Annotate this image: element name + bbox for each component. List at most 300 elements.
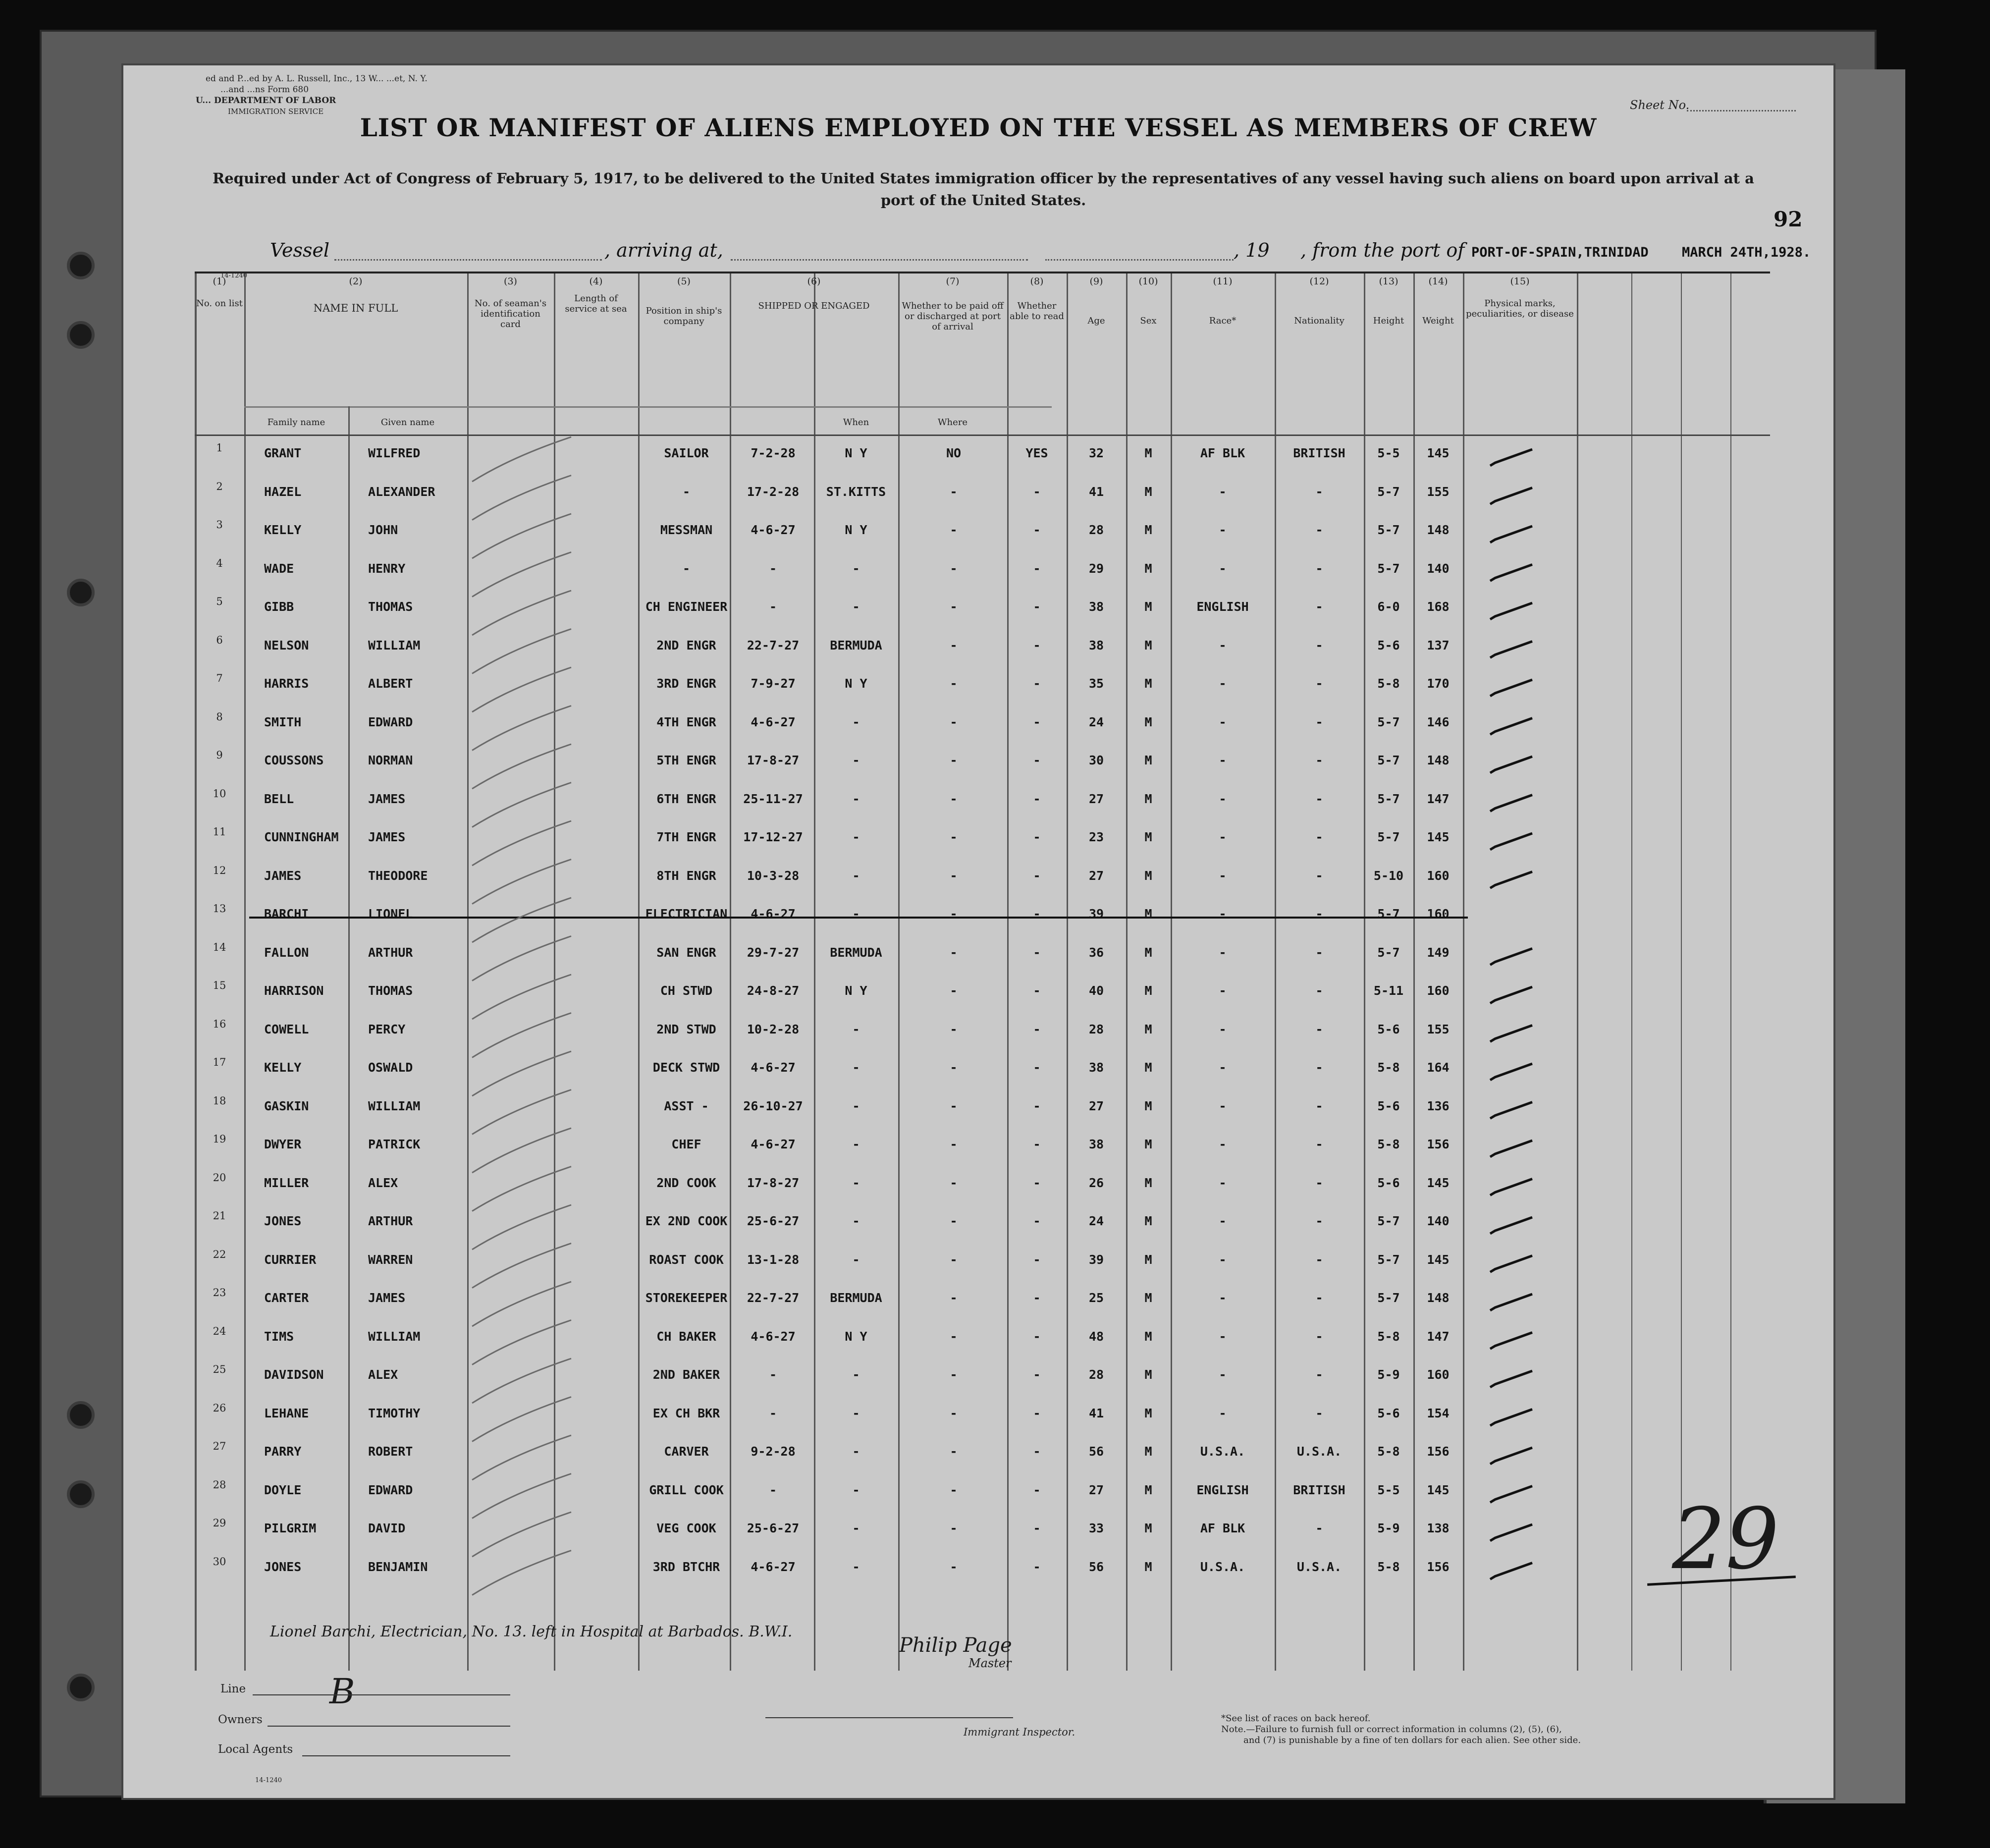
header-given-name: Given name	[380, 417, 435, 428]
cell-given: PERCY	[368, 1022, 406, 1036]
row-number: 29	[213, 1517, 226, 1529]
cell-given: WILLIAM	[368, 638, 421, 652]
cell-weight: 160	[1427, 868, 1450, 883]
cell-read: -	[1033, 1022, 1041, 1036]
cell-where: -	[852, 1559, 860, 1574]
col-num: (8)	[1030, 276, 1044, 287]
col-num: (6)	[807, 276, 821, 287]
row-number: 23	[213, 1287, 226, 1299]
cell-sex: M	[1144, 1329, 1152, 1344]
row-number: 25	[213, 1363, 226, 1375]
cell-position: 8TH ENGR	[656, 868, 716, 883]
cell-when: 4-6-27	[751, 1137, 796, 1151]
cell-family: COWELL	[264, 1022, 309, 1036]
cell-read: -	[1033, 1482, 1041, 1497]
cell-when: 4-6-27	[751, 1329, 796, 1344]
arrival-date-value: MARCH 24TH,1928.	[1682, 245, 1811, 260]
cell-read: -	[1033, 907, 1041, 921]
cell-paid: -	[950, 599, 958, 614]
cell-age: 23	[1088, 830, 1104, 844]
crew-count: 29	[1672, 1490, 1779, 1588]
cell-read: -	[1033, 791, 1041, 806]
seaman-id-check-stroke	[472, 1051, 571, 1096]
cell-sex: M	[1144, 714, 1152, 729]
department-line: U... DEPARTMENT OF LABOR	[196, 96, 336, 106]
cell-paid: -	[950, 945, 958, 960]
seaman-id-check-stroke	[472, 1128, 571, 1173]
cell-family: GRANT	[264, 446, 302, 460]
cell-given: ARTHUR	[368, 945, 413, 960]
header-when: When	[843, 417, 869, 428]
cell-where: -	[852, 830, 860, 844]
cell-family: KELLY	[264, 523, 302, 537]
cell-given: BENJAMIN	[368, 1559, 428, 1574]
cell-where: -	[852, 868, 860, 883]
cell-age: 24	[1088, 1214, 1104, 1228]
physical-check-mark	[1490, 642, 1532, 658]
header-shipped-engaged: SHIPPED OR ENGAGED	[758, 301, 870, 311]
cell-race: -	[1219, 1291, 1227, 1305]
cell-paid: -	[950, 1559, 958, 1574]
header-seaman-id: No. of seaman's identification card	[474, 298, 547, 329]
cell-age: 27	[1088, 791, 1104, 806]
row-number: 27	[213, 1440, 226, 1452]
cell-nat: -	[1315, 1098, 1323, 1113]
cell-position: DECK STWD	[652, 1060, 720, 1075]
cell-when: 29-7-27	[747, 945, 800, 960]
physical-check-mark	[1490, 718, 1532, 735]
physical-check-mark	[1490, 1141, 1532, 1157]
line-field	[253, 1694, 510, 1695]
physical-check-mark	[1490, 449, 1532, 466]
cell-when: 10-2-28	[747, 1022, 800, 1036]
cell-given: ALEXANDER	[368, 484, 435, 499]
cell-nat: -	[1315, 1060, 1323, 1075]
cell-when: 17-12-27	[743, 830, 803, 844]
cell-given: NORMAN	[368, 753, 413, 767]
cell-nat: -	[1315, 599, 1323, 614]
cell-race: -	[1219, 1175, 1227, 1190]
cell-height: 5-8	[1377, 1444, 1400, 1459]
cell-sex: M	[1144, 1022, 1152, 1036]
header-height: Height	[1373, 316, 1404, 326]
cell-when: 26-10-27	[743, 1098, 803, 1113]
cell-age: 26	[1088, 1175, 1104, 1190]
cell-sex: M	[1144, 1291, 1152, 1305]
cell-sex: M	[1144, 1175, 1152, 1190]
cell-weight: 145	[1427, 1482, 1450, 1497]
cell-weight: 136	[1427, 1098, 1450, 1113]
cell-given: OSWALD	[368, 1060, 413, 1075]
cell-race: -	[1219, 1060, 1227, 1075]
cell-height: 5-10	[1373, 868, 1404, 883]
cell-sex: M	[1144, 446, 1152, 460]
seaman-id-check-stroke	[472, 975, 571, 1019]
row-number: 16	[213, 1018, 226, 1030]
cell-where: -	[852, 753, 860, 767]
cell-nat: BRITISH	[1293, 446, 1345, 460]
cell-age: 35	[1088, 676, 1104, 691]
cell-where: N Y	[845, 523, 867, 537]
cell-sex: M	[1144, 1137, 1152, 1151]
physical-check-mark	[1490, 1371, 1532, 1387]
cell-nat: -	[1315, 1367, 1323, 1382]
cell-family: JAMES	[264, 868, 302, 883]
cell-paid: -	[950, 676, 958, 691]
row-number: 2	[216, 480, 223, 492]
manifest-page	[121, 63, 1835, 1800]
cell-where: BERMUDA	[830, 1291, 882, 1305]
cell-read: -	[1033, 868, 1041, 883]
cell-weight: 148	[1427, 523, 1450, 537]
seaman-id-check-stroke	[472, 1435, 571, 1480]
cell-given: DAVID	[368, 1521, 406, 1535]
header-position: Position in ship's company	[645, 306, 722, 326]
row-number: 21	[213, 1210, 226, 1222]
cell-where: -	[852, 1214, 860, 1228]
cell-when: 24-8-27	[747, 983, 800, 998]
header-paid-off: Whether to be paid off or discharged at port of arrival	[902, 301, 1004, 332]
cell-position: -	[682, 484, 691, 499]
cell-height: 5-7	[1377, 714, 1400, 729]
physical-check-mark	[1490, 833, 1532, 850]
cell-given: HENRY	[368, 561, 406, 576]
physical-check-mark	[1490, 603, 1532, 619]
cell-family: SMITH	[264, 714, 302, 729]
cell-given: THOMAS	[368, 983, 413, 998]
cell-where: -	[852, 1098, 860, 1113]
cell-age: 56	[1088, 1444, 1104, 1459]
cell-read: -	[1033, 945, 1041, 960]
seaman-id-check-stroke	[472, 936, 571, 981]
cell-family: WADE	[264, 561, 294, 576]
cell-nat: -	[1315, 1022, 1323, 1036]
header-where: Where	[937, 417, 968, 428]
cell-paid: -	[950, 791, 958, 806]
cell-given: LIONEL	[368, 907, 413, 921]
physical-check-mark	[1490, 1563, 1532, 1579]
cell-paid: -	[950, 1214, 958, 1228]
cell-sex: M	[1144, 1521, 1152, 1535]
cell-where: -	[852, 714, 860, 729]
cell-position: 3RD BTCHR	[652, 1559, 720, 1574]
inspector-signature-line	[765, 1717, 1013, 1718]
form-code: 14-1240	[220, 272, 248, 279]
col-num: (14)	[1428, 276, 1448, 287]
cell-position: MESSMAN	[660, 523, 713, 537]
line-label: Line	[220, 1683, 246, 1695]
cell-read: -	[1033, 599, 1041, 614]
seaman-id-check-stroke	[472, 514, 571, 558]
cell-family: BARCHI	[264, 907, 309, 921]
cell-when: 7-9-27	[751, 676, 796, 691]
col-num: (9)	[1089, 276, 1103, 287]
row-number: 12	[213, 864, 226, 876]
races-note: *See list of races on back hereof.	[1221, 1713, 1371, 1724]
cell-position: EX 2ND COOK	[645, 1214, 728, 1228]
cell-position: CH STWD	[660, 983, 713, 998]
cell-where: N Y	[845, 1329, 867, 1344]
cell-paid: -	[950, 1406, 958, 1420]
physical-check-mark	[1490, 949, 1532, 965]
cell-position: 2ND BAKER	[652, 1367, 720, 1382]
cell-age: 41	[1088, 484, 1104, 499]
cell-read: -	[1033, 1060, 1041, 1075]
cell-weight: 148	[1427, 753, 1450, 767]
cell-position: CH BAKER	[656, 1329, 716, 1344]
printer-line: ed and P...ed by A. L. Russell, Inc., 13 W... ...et, N. Y.	[206, 74, 428, 84]
cell-race: -	[1219, 945, 1227, 960]
cell-read: -	[1033, 1444, 1041, 1459]
cell-when: 17-2-28	[747, 484, 800, 499]
cell-sex: M	[1144, 599, 1152, 614]
cell-paid: -	[950, 1098, 958, 1113]
binder-hole	[67, 1674, 95, 1701]
cell-when: -	[769, 561, 777, 576]
cell-position: 4TH ENGR	[656, 714, 716, 729]
cell-position: 2ND ENGR	[656, 638, 716, 652]
cell-where: -	[852, 1406, 860, 1420]
cell-nat: -	[1315, 868, 1323, 883]
cell-family: DWYER	[264, 1137, 302, 1151]
physical-check-mark	[1490, 1217, 1532, 1234]
cell-race: -	[1219, 1329, 1227, 1344]
cell-height: 5-7	[1377, 1214, 1400, 1228]
cell-height: 5-8	[1377, 1060, 1400, 1075]
cell-where: -	[852, 1137, 860, 1151]
col-num: (7)	[946, 276, 960, 287]
cell-paid: -	[950, 1022, 958, 1036]
cell-when: -	[769, 1406, 777, 1420]
cell-sex: M	[1144, 753, 1152, 767]
seaman-id-check-stroke	[472, 1167, 571, 1211]
cell-height: 5-9	[1377, 1521, 1400, 1535]
cell-family: JONES	[264, 1214, 302, 1228]
cell-paid: -	[950, 1444, 958, 1459]
cell-position: 6TH ENGR	[656, 791, 716, 806]
cell-race: -	[1219, 868, 1227, 883]
cell-read: -	[1033, 1559, 1041, 1574]
cell-race: ENGLISH	[1196, 599, 1249, 614]
cell-weight: 168	[1427, 599, 1450, 614]
cell-weight: 155	[1427, 484, 1450, 499]
cell-given: ALEX	[368, 1367, 398, 1382]
cell-paid: -	[950, 484, 958, 499]
date-field	[1045, 259, 1234, 261]
cell-given: WILFRED	[368, 446, 421, 460]
cell-weight: 160	[1427, 983, 1450, 998]
cell-sex: M	[1144, 983, 1152, 998]
cell-read: -	[1033, 523, 1041, 537]
cell-weight: 146	[1427, 714, 1450, 729]
header-nationality: Nationality	[1294, 316, 1345, 326]
master-title: Master	[968, 1656, 1012, 1670]
cell-race: -	[1219, 1137, 1227, 1151]
seaman-id-check-stroke	[472, 667, 571, 712]
cell-sex: M	[1144, 1367, 1152, 1382]
cell-sex: M	[1144, 638, 1152, 652]
vessel-label: Vessel	[270, 239, 330, 261]
row-number: 6	[216, 634, 223, 646]
cell-age: 27	[1088, 1098, 1104, 1113]
cell-sex: M	[1144, 907, 1152, 921]
cell-age: 38	[1088, 599, 1104, 614]
service-line: IMMIGRATION SERVICE	[228, 107, 324, 116]
cell-paid: -	[950, 830, 958, 844]
cell-position: GRILL COOK	[649, 1482, 724, 1497]
cell-when: 17-8-27	[747, 1175, 800, 1190]
cell-sex: M	[1144, 1098, 1152, 1113]
year-label: , 19	[1234, 239, 1270, 261]
row-number: 22	[213, 1248, 226, 1260]
cell-where: -	[852, 1482, 860, 1497]
seaman-id-check-stroke	[472, 898, 571, 942]
physical-check-mark	[1490, 488, 1532, 504]
row-number: 7	[216, 672, 223, 684]
cell-race: -	[1219, 753, 1227, 767]
cell-family: BELL	[264, 791, 294, 806]
cell-weight: 147	[1427, 791, 1450, 806]
cell-position: CH ENGINEER	[645, 599, 728, 614]
seaman-id-check-stroke	[472, 744, 571, 789]
cell-height: 5-11	[1373, 983, 1404, 998]
cell-read: -	[1033, 1406, 1041, 1420]
cell-read: -	[1033, 830, 1041, 844]
physical-check-mark	[1490, 872, 1532, 888]
row-number: 1	[216, 442, 223, 454]
cell-where: -	[852, 561, 860, 576]
cell-given: WILLIAM	[368, 1098, 421, 1113]
cell-given: WILLIAM	[368, 1329, 421, 1344]
col-num: (11)	[1213, 276, 1233, 287]
col-num: (5)	[677, 276, 691, 287]
cell-read: -	[1033, 1098, 1041, 1113]
cell-where: -	[852, 1060, 860, 1075]
header-no-on-list: No. on list	[196, 298, 243, 309]
cell-age: 25	[1088, 1291, 1104, 1305]
cell-race: -	[1219, 1367, 1227, 1382]
cell-height: 5-7	[1377, 1291, 1400, 1305]
physical-check-mark	[1490, 565, 1532, 581]
cell-race: U.S.A.	[1200, 1559, 1245, 1574]
cell-age: 36	[1088, 945, 1104, 960]
cell-nat: -	[1315, 676, 1323, 691]
seaman-id-check-stroke	[472, 1397, 571, 1442]
physical-check-mark	[1490, 1333, 1532, 1349]
cell-where: ST.KITTS	[826, 484, 886, 499]
cell-when: 25-6-27	[747, 1521, 800, 1535]
cell-paid: -	[950, 1291, 958, 1305]
cell-age: 38	[1088, 1137, 1104, 1151]
binder-hole	[67, 1401, 95, 1429]
row-number: 3	[216, 519, 223, 531]
cell-given: THOMAS	[368, 599, 413, 614]
cell-sex: M	[1144, 945, 1152, 960]
cell-race: -	[1219, 791, 1227, 806]
cell-race: -	[1219, 484, 1227, 499]
cell-family: PILGRIM	[264, 1521, 317, 1535]
binder-hole	[67, 1480, 95, 1508]
cell-given: ALEX	[368, 1175, 398, 1190]
cell-family: GIBB	[264, 599, 294, 614]
seaman-id-check-stroke	[472, 437, 571, 482]
cell-sex: M	[1144, 791, 1152, 806]
cell-race: -	[1219, 1252, 1227, 1267]
seaman-id-check-stroke	[472, 1320, 571, 1365]
cell-when: 4-6-27	[751, 1060, 796, 1075]
cell-family: COUSSONS	[264, 753, 324, 767]
row-number: 4	[216, 557, 223, 569]
cell-where: -	[852, 1252, 860, 1267]
physical-check-mark	[1490, 526, 1532, 543]
cell-height: 6-0	[1377, 599, 1400, 614]
cell-race: -	[1219, 983, 1227, 998]
cell-height: 5-6	[1377, 1175, 1400, 1190]
cell-read: -	[1033, 1521, 1041, 1535]
cell-sex: M	[1144, 1214, 1152, 1228]
cell-position: CARVER	[664, 1444, 709, 1459]
cell-height: 5-6	[1377, 638, 1400, 652]
seaman-id-check-stroke	[472, 1551, 571, 1595]
cell-race: -	[1219, 1098, 1227, 1113]
cell-when: -	[769, 599, 777, 614]
cell-age: 56	[1088, 1559, 1104, 1574]
cell-weight: 145	[1427, 1252, 1450, 1267]
cell-race: -	[1219, 638, 1227, 652]
cell-position: SAN ENGR	[656, 945, 716, 960]
physical-check-mark	[1490, 1026, 1532, 1042]
cell-nat: -	[1315, 484, 1323, 499]
cell-read: -	[1033, 714, 1041, 729]
cell-nat: -	[1315, 753, 1323, 767]
agent-mark: B	[329, 1671, 355, 1712]
cell-race: -	[1219, 907, 1227, 921]
cell-read: -	[1033, 983, 1041, 998]
cell-age: 39	[1088, 907, 1104, 921]
page-number: 92	[1774, 207, 1803, 231]
cell-family: GASKIN	[264, 1098, 309, 1113]
row-number: 8	[216, 710, 223, 723]
cell-when: 4-6-27	[751, 714, 796, 729]
cell-where: -	[852, 1521, 860, 1535]
cell-paid: -	[950, 1367, 958, 1382]
row-number: 13	[213, 903, 226, 915]
check-marks-layer	[195, 273, 1770, 1671]
cell-position: 3RD ENGR	[656, 676, 716, 691]
seaman-id-check-stroke	[472, 860, 571, 904]
cell-height: 5-5	[1377, 446, 1400, 460]
cell-position: -	[682, 561, 691, 576]
cell-where: N Y	[845, 676, 867, 691]
cell-given: PATRICK	[368, 1137, 421, 1151]
row-number: 26	[213, 1402, 226, 1414]
cell-paid: -	[950, 523, 958, 537]
cell-weight: 156	[1427, 1559, 1450, 1574]
seaman-id-check-stroke	[472, 1512, 571, 1557]
cell-age: 29	[1088, 561, 1104, 576]
cell-weight: 145	[1427, 1175, 1450, 1190]
cell-weight: 154	[1427, 1406, 1450, 1420]
cell-sex: M	[1144, 868, 1152, 883]
cell-paid: -	[950, 638, 958, 652]
cell-when: 7-2-28	[751, 446, 796, 460]
header-length-service: Length of service at sea	[565, 293, 627, 314]
cell-read: -	[1033, 1367, 1041, 1382]
footer-note-2: and (7) is punishable by a fine of ten dollars for each alien. See other side.	[1243, 1735, 1581, 1745]
seaman-id-check-stroke	[472, 783, 571, 827]
header-physical-marks: Physical marks, peculiarities, or disease	[1466, 298, 1574, 319]
cell-height: 5-9	[1377, 1367, 1400, 1382]
